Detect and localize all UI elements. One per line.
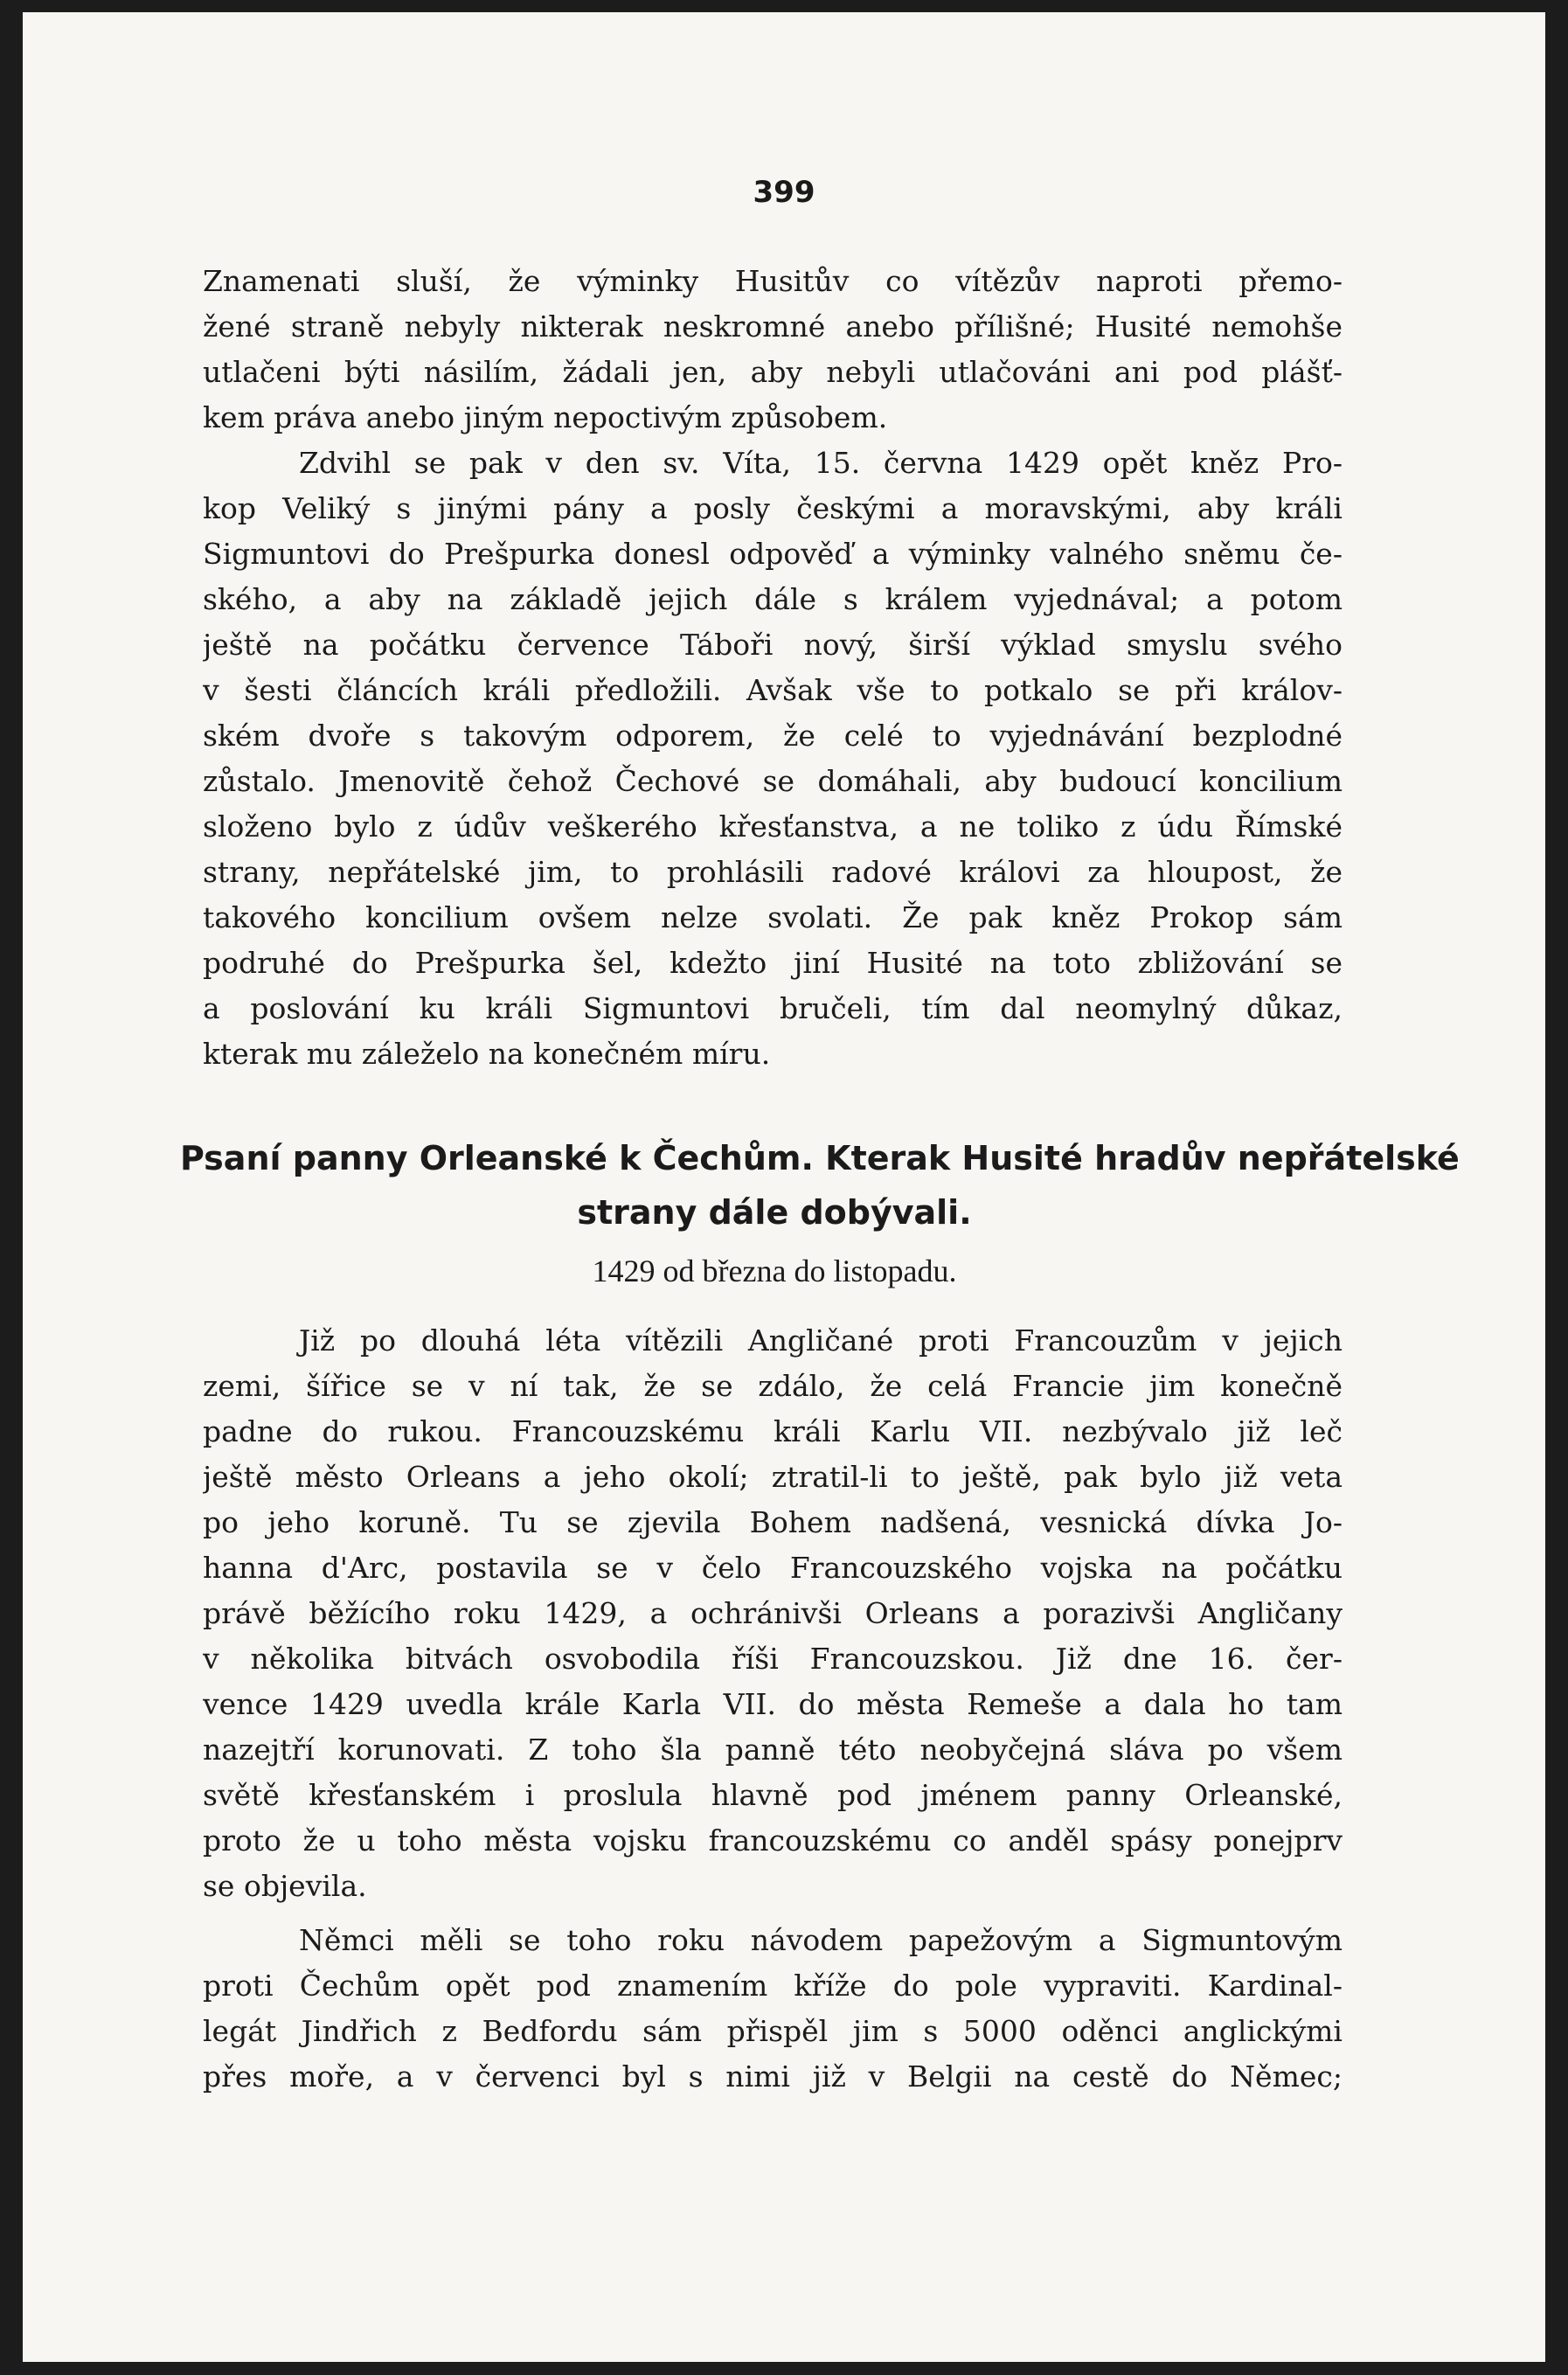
section-heading-line-2: strany dále dobývali.: [577, 1193, 972, 1232]
text-line: padne do rukou. Francouzskému králi Karlu VII. nezbývalo již leč: [203, 1414, 1343, 1448]
text-line: světě křesťanském i proslula hlavně pod jménem panny Orleanské,: [203, 1778, 1343, 1812]
text-line: ještě město Orleans a jeho okolí; ztratil-li to ještě, pak bylo již veta: [203, 1460, 1343, 1494]
text-line: Již po dlouhá léta vítězili Angličané proti Francouzům v jejich: [299, 1323, 1343, 1358]
text-line: v několika bitvách osvobodila říši Francouzskou. Již dne 16. čer-: [203, 1642, 1343, 1676]
text-line: a poslování ku králi Sigmuntovi bručeli, tím dal neomylný důkaz,: [203, 991, 1343, 1025]
text-line: nazejtří korunovati. Z toho šla panně této neobyčejná sláva po všem: [203, 1733, 1343, 1767]
text-line: ském dvoře s takovým odporem, že celé to vyjednávání bezplodné: [203, 719, 1343, 753]
text-line: ještě na počátku července Táboři nový, širší výklad smyslu svého: [203, 628, 1343, 662]
text-line: Sigmuntovi do Prešpurka donesl odpověď a výminky valného sněmu če-: [203, 537, 1343, 571]
text-line: Zdvihl se pak v den sv. Víta, 15. června 1429 opět kněz Pro-: [299, 446, 1343, 480]
text-line: Němci měli se toho roku návodem papežovým a Sigmuntovým: [299, 1923, 1343, 1957]
text-line: ského, a aby na základě jejich dále s králem vyjednával; a potom: [203, 582, 1343, 616]
text-line: v šesti článcích králi předložili. Avšak vše to potkalo se při králov-: [203, 673, 1343, 707]
text-line: zůstalo. Jmenovitě čehož Čechové se domáhali, aby budoucí koncilium: [203, 764, 1343, 798]
book-page: [23, 12, 1545, 2362]
text-line: po jeho koruně. Tu se zjevila Bohem nadšená, vesnická dívka Jo-: [203, 1505, 1343, 1539]
text-line: utlačeni býti násilím, žádali jen, aby nebyli utlačováni ani pod plášť-: [203, 355, 1343, 389]
text-line: zemi, šířice se v ní tak, že se zdálo, že celá Francie jim konečně: [203, 1369, 1343, 1403]
text-line: strany, nepřátelské jim, to prohlásili radové královi za hloupost, že: [203, 855, 1343, 889]
section-date-range: 1429 od března do listopadu.: [592, 1253, 957, 1288]
text-line: kem práva anebo jiným nepoctivým způsobem.: [203, 400, 888, 434]
text-line: Znamenati sluší, že výminky Husitův co vítězův naproti přemo-: [203, 264, 1343, 298]
text-line: složeno bylo z údův veškerého křesťanstva, a ne toliko z údu Římské: [203, 809, 1343, 844]
text-line: kterak mu záleželo na konečném míru.: [203, 1037, 771, 1071]
text-line: legát Jindřich z Bedfordu sám přispěl jim s 5000 oděnci anglickými: [203, 2014, 1343, 2048]
section-heading-line-1: Psaní panny Orleanské k Čechům. Kterak Husité hradův nepřátelské: [180, 1139, 1460, 1177]
page-number: 399: [753, 175, 815, 210]
text-line: podruhé do Prešpurka šel, kdežto jiní Husité na toto zbližování se: [203, 946, 1343, 980]
text-line: vence 1429 uvedla krále Karla VII. do města Remeše a dala ho tam: [203, 1687, 1343, 1721]
text-line: takového koncilium ovšem nelze svolati. Že pak kněz Prokop sám: [203, 900, 1343, 934]
text-line: se objevila.: [203, 1869, 367, 1903]
text-line: žené straně nebyly nikterak neskromné anebo přílišné; Husité nemohše: [203, 309, 1343, 344]
text-line: proto že u toho města vojsku francouzskému co anděl spásy ponejprv: [203, 1823, 1343, 1858]
text-line: proti Čechům opět pod znamením kříže do pole vypraviti. Kardinal-: [203, 1969, 1343, 2003]
text-line: přes moře, a v červenci byl s nimi již v Belgii na cestě do Němec;: [203, 2059, 1343, 2094]
text-line: kop Veliký s jinými pány a posly českými a moravskými, aby králi: [203, 491, 1343, 525]
text-line: hanna d'Arc, postavila se v čelo Francouzského vojska na počátku: [203, 1551, 1343, 1585]
text-line: právě běžícího roku 1429, a ochránivši Orleans a porazivši Angličany: [203, 1596, 1343, 1630]
